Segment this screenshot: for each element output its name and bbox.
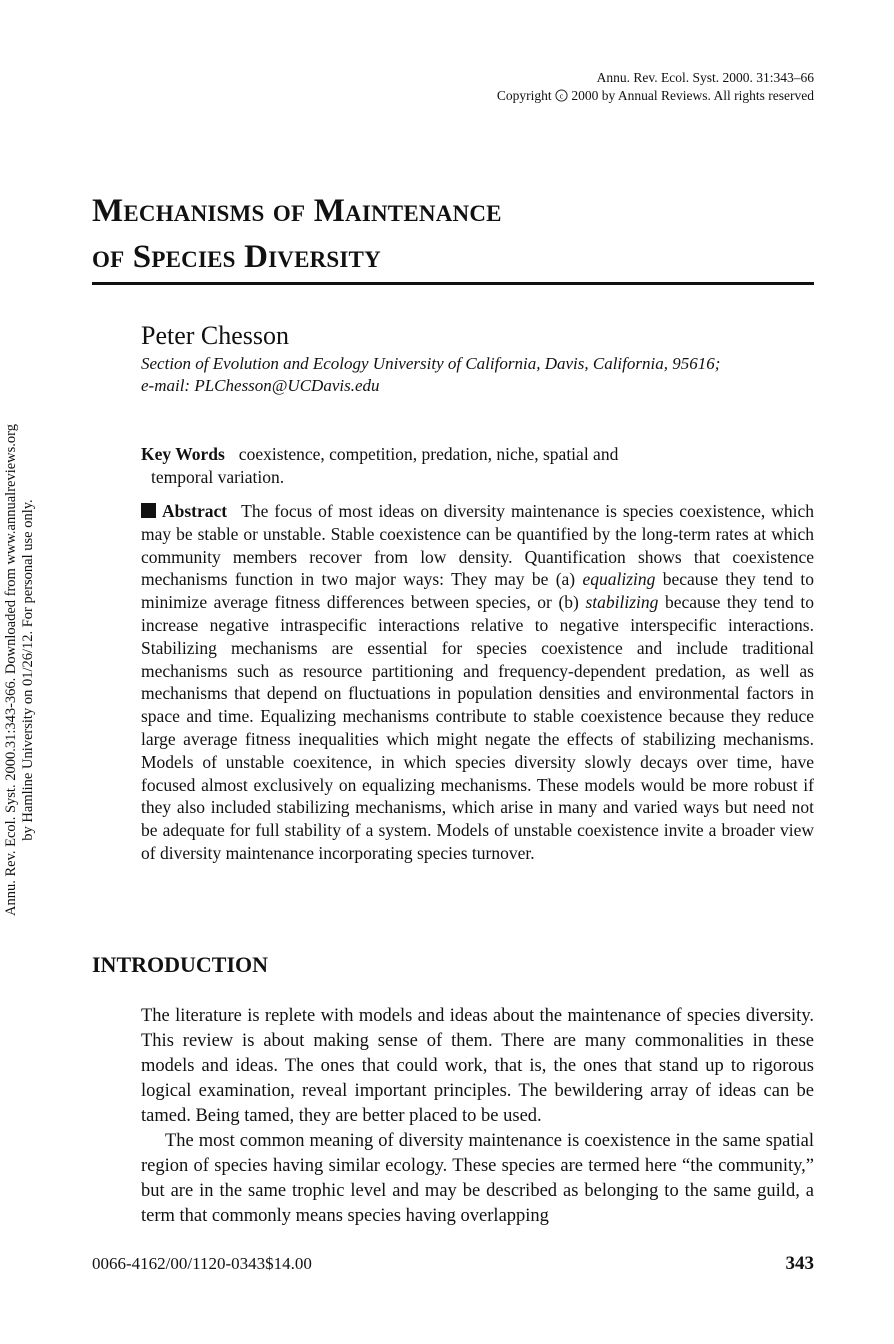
author-email: e-mail: PLChesson@UCDavis.edu (141, 376, 380, 395)
citation-line: Annu. Rev. Ecol. Syst. 2000. 31:343–66 (596, 70, 814, 85)
author-affiliation: Section of Evolution and Ecology University of California, Davis, California, 95616; (141, 354, 721, 373)
introduction-body (141, 1004, 814, 1229)
title-line-1: Mechanisms of Maintenance (92, 193, 502, 229)
copyright-icon (555, 89, 568, 102)
intro-paragraph-1: The literature is replete with models and ideas about the maintenance of species diversity. This review is about making sense of them. There are many commonalities in these models and ideas. The ones that could work, that is, the ones that stand up to rigorous logical examination, reveal important principles. The bewildering array of ideas can be tamed. Being tamed, they are better placed to be used. (141, 1006, 814, 1126)
page-number: 343 (785, 1253, 814, 1274)
keywords-label: Key Words (141, 444, 225, 464)
keywords-line-2: temporal variation. (151, 467, 285, 487)
side-note-line-1: Annu. Rev. Ecol. Syst. 2000.31:343-366. Downloaded from www.annualreviews.org (3, 424, 19, 916)
title-rule (92, 282, 814, 285)
keywords-block (141, 443, 701, 489)
journal-header (497, 69, 814, 105)
copyright-suffix: 2000 by Annual Reviews. All rights reserved (571, 88, 814, 103)
intro-paragraph-2: The most common meaning of diversity maintenance is coexistence in the same spatial region of species having similar ecology. These species are termed here “the community,” but are in the same trophic level and may be described as belonging to the same guild, a term that commonly means species having overlapping (141, 1131, 814, 1226)
copyright-symbol: c (559, 90, 564, 101)
abstract-emphasis-stabilizing: stabilizing (585, 592, 659, 613)
square-bullet-icon (141, 503, 156, 518)
author-name: Peter Chesson (141, 321, 290, 350)
download-side-note (3, 385, 37, 955)
footer-code: 0066-4162/00/1120-0343$14.00 (92, 1254, 312, 1273)
article-title (92, 188, 502, 280)
author-affiliation-block (141, 353, 720, 397)
abstract-label: Abstract (162, 501, 228, 521)
abstract-text-1: The focus of most ideas on diversity maintenance is species coexistence, which may be stable or unstable. Stable coexistence can be quantified by the long-term rates at which community members recover from low density. Quantification shows that coexistence mechanisms function in two major ways: They may be (a) (141, 501, 814, 590)
keywords-line-1: coexistence, competition, predation, niche, spatial and (238, 444, 619, 464)
copyright-prefix: Copyright (496, 88, 552, 103)
side-note-line-2: by Hamline University on 01/26/12. For personal use only. (20, 499, 36, 841)
abstract-emphasis-equalizing: equalizing (582, 569, 656, 590)
copyright-line (497, 87, 814, 105)
abstract-block (141, 500, 814, 865)
section-heading-introduction: INTRODUCTION (92, 952, 269, 977)
abstract-text-3: because they tend to increase negative intraspecific interactions relative to negative interspecific interactions. Stabilizing mechanisms are essential for species coexistence and include traditional mechanisms such as resource partitioning and frequency-dependent predation, as well as mechanisms that depend on fluctuations in population densities and environmental factors in space and time. Equalizing mechanisms contribute to stable coexistence because they reduce large average fitness inequalities which might negate the effects of stabilizing mechanisms. Models of unstable coexitence, in which species diversity slowly decays over time, have focused almost exclusively on equalizing mechanisms. These models would be more robust if they also included stabilizing mechanisms, which arise in many and varied ways but need not be adequate for full stability of a system. Models of unstable coexistence invite a broader view of diversity maintenance incorporating species turnover. (141, 592, 814, 863)
abstract-text-2: because they tend to minimize average fitness differences between species, or (b) (141, 569, 814, 613)
title-line-2: of Species Diversity (92, 239, 381, 275)
